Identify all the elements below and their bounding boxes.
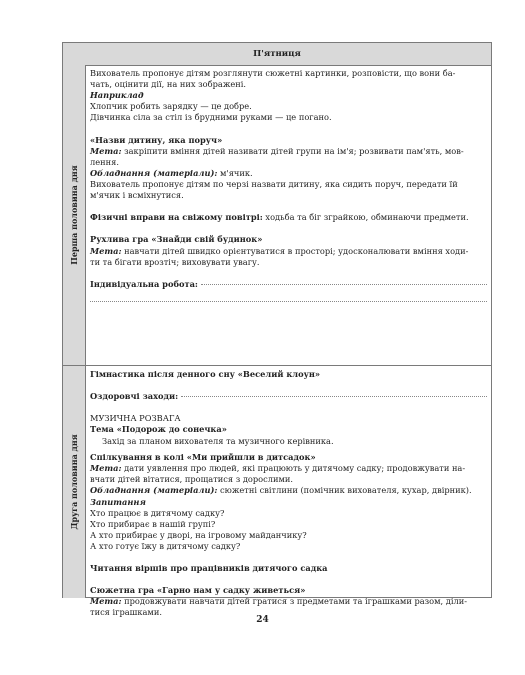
outdoor-game-goal-cont: ти та бігати врозтіч; виховувати увагу. (90, 256, 260, 267)
second-half-content (90, 369, 487, 619)
music-title: МУЗИЧНА РОЗВАГА (90, 413, 181, 424)
game-description: Вихователь пропонує дітям по черзі назвати дитину, яка сидить поруч, передати їй (90, 178, 458, 189)
page-number: 24 (256, 615, 269, 625)
day-title: П'ятниця (253, 49, 301, 59)
intro-line: чать, оцінити дії, на них зображені. (90, 79, 247, 90)
first-half-content (90, 68, 487, 302)
gymnastics-title: Гімнастика після денного сну «Веселий клоун» (90, 369, 321, 379)
individual-work-line: Індивідуальна робота: (90, 279, 487, 290)
circle-goal: Мета: дати уявлення про людей, які працюють у дитячому садку; продовжувати на- (90, 463, 466, 474)
game-description: м'ячик і всміхнутися. (90, 190, 184, 201)
music-description: Захід за планом вихователя та музичного керівника. (102, 435, 334, 446)
second-half-side-label: Друга половина дня (63, 366, 86, 598)
story-game-title: Сюжетна гра «Гарно нам у садку живеться» (90, 585, 306, 596)
game-equipment: Обладнання (матеріали): м'ячик. (90, 167, 253, 178)
physical-exercises: Фізичні вправи на свіжому повітрі: ходьба та біг зграйкою, обминаючи предмети. (90, 212, 469, 223)
intro-line: Вихователь пропонує дітям розглянути сюжетні картинки, розповісти, що вони ба- (90, 68, 456, 78)
question-item: Хто прибирає в нашій групі? (90, 518, 216, 529)
game-goal-cont: лення. (90, 156, 119, 167)
plan-table (62, 42, 492, 618)
outdoor-game-goal: Мета: навчати дітей швидко орієнтуватися в просторі; удосконалювати вміння ходи- (90, 245, 469, 256)
blank-dotted-line (90, 290, 487, 302)
outdoor-game-title: Рухлива гра «Знайди свій будинок» (90, 234, 263, 245)
first-half-side-label: Перша половина дня (63, 65, 86, 365)
story-game-goal: Мета: продовжувати навчати дітей гратися з предметами та іграшками разом, діли- (90, 596, 468, 607)
reading-title: Читання віршів про працівників дитячого садка (90, 563, 328, 574)
questions-label: Запитання (90, 496, 146, 507)
question-item: Хто працює в дитячому садку? (90, 507, 225, 518)
game-title: «Назви дитину, яка поруч» (90, 134, 223, 145)
story-game-goal-cont: тися іграшками. (90, 607, 162, 618)
question-item: А хто готує їжу в дитячому садку? (90, 540, 241, 551)
circle-equipment: Обладнання (матеріали): сюжетні світлини (помічник вихователя, кухар, двірник). (90, 485, 472, 496)
second-half-section (63, 366, 491, 618)
health-measures-line: Оздоровчі заходи: (90, 391, 487, 402)
example-label: Наприклад (90, 90, 144, 101)
music-theme: Тема «Подорож до сонечка» (90, 424, 227, 435)
example-line: Дівчинка сіла за стіл із брудними руками — це погано. (90, 112, 332, 123)
question-item: А хто прибирає у дворі, на ігровому майданчику? (90, 529, 307, 540)
day-header (63, 43, 491, 66)
game-goal: Мета: закріпити вміння дітей називати дітей групи на ім'я; розвивати пам'ять, мов- (90, 145, 464, 156)
circle-title: Спілкування в колі «Ми прийшли в дитсадок» (90, 452, 316, 463)
first-half-section (63, 65, 491, 366)
circle-goal-cont: вчати дітей вітатися, прощатися з дорослими. (90, 474, 294, 485)
example-line: Хлопчик робить зарядку — це добре. (90, 101, 252, 112)
